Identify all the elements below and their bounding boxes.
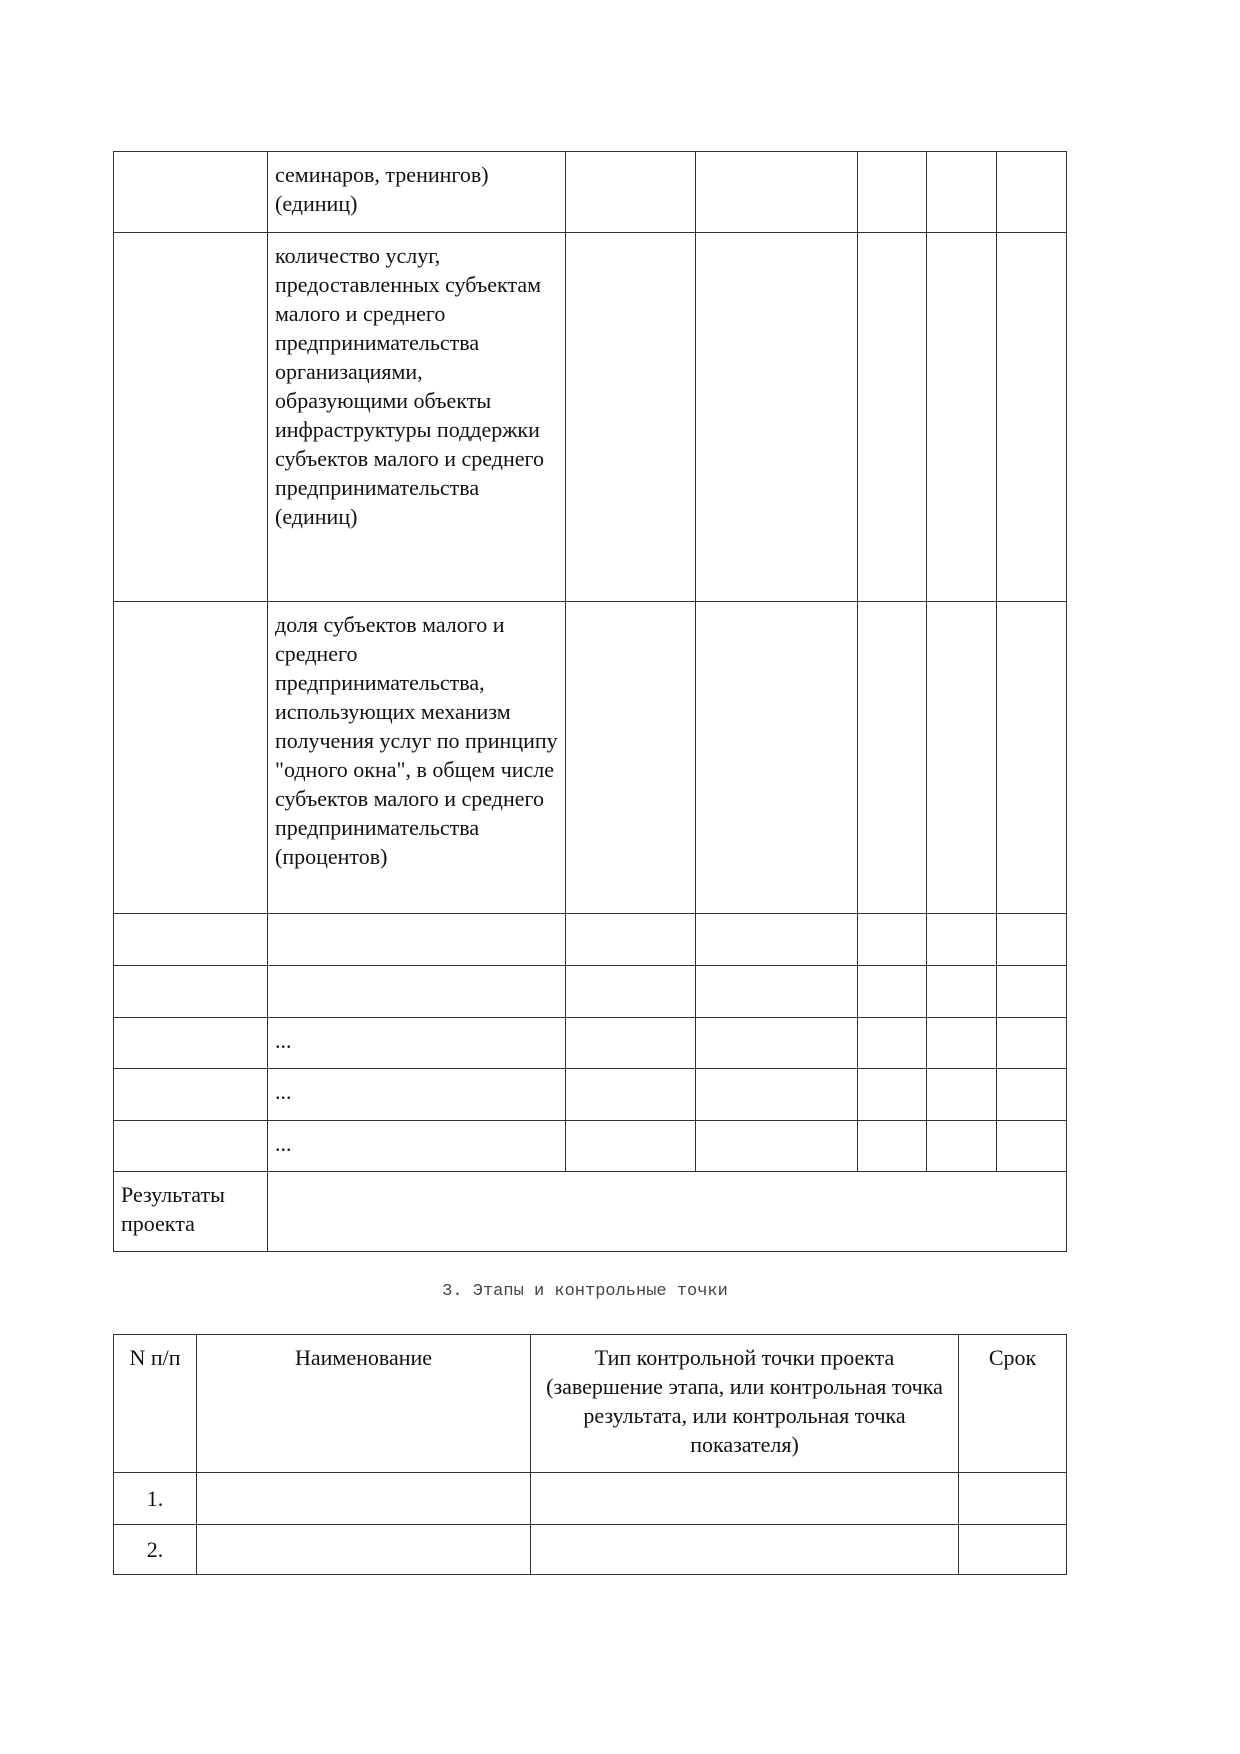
table-row (114, 914, 1067, 966)
indicator-cell: семинаров, тренингов) (единиц) (268, 152, 566, 233)
indicator-cell: доля субъектов малого и среднего предпринимательства, использующих механизм получения услуг по принципу "одного окна", в общем числе субъектов малого и среднего предпринимательства (процентов) (268, 602, 566, 914)
indicator-cell: количество услуг, предоставленных субъектам малого и среднего предпринимательства организациями, образующими объекты инфраструктуры поддержки субъектов малого и среднего предпринимательства (единиц) (268, 233, 566, 602)
indicator-cell: ... (268, 1121, 566, 1172)
table-row (114, 1473, 1067, 1525)
table-row (114, 1121, 1067, 1172)
table-row (114, 152, 1067, 233)
table-row (114, 602, 1067, 914)
row-number: 1. (114, 1473, 197, 1525)
milestones-table (113, 1334, 1067, 1575)
table-row (114, 1018, 1067, 1069)
header-num: N п/п (114, 1335, 197, 1473)
indicator-cell (268, 914, 566, 966)
header-type: Тип контрольной точки проекта (завершение этапа, или контрольная точка результата, или контрольная точка показателя) (531, 1335, 959, 1473)
table-row (114, 1069, 1067, 1121)
header-name: Наименование (197, 1335, 531, 1473)
indicators-table (113, 151, 1067, 1252)
table-row (114, 233, 1067, 602)
section-heading: 3. Этапы и контрольные точки (442, 1282, 728, 1301)
header-deadline: Срок (959, 1335, 1067, 1473)
results-row (114, 1172, 1067, 1252)
results-label: Результаты проекта (114, 1172, 268, 1252)
indicator-cell (268, 966, 566, 1018)
table-row (114, 966, 1067, 1018)
header-row (114, 1335, 1067, 1473)
indicator-cell: ... (268, 1069, 566, 1121)
row-number: 2. (114, 1525, 197, 1575)
indicator-cell: ... (268, 1018, 566, 1069)
table-row (114, 1525, 1067, 1575)
